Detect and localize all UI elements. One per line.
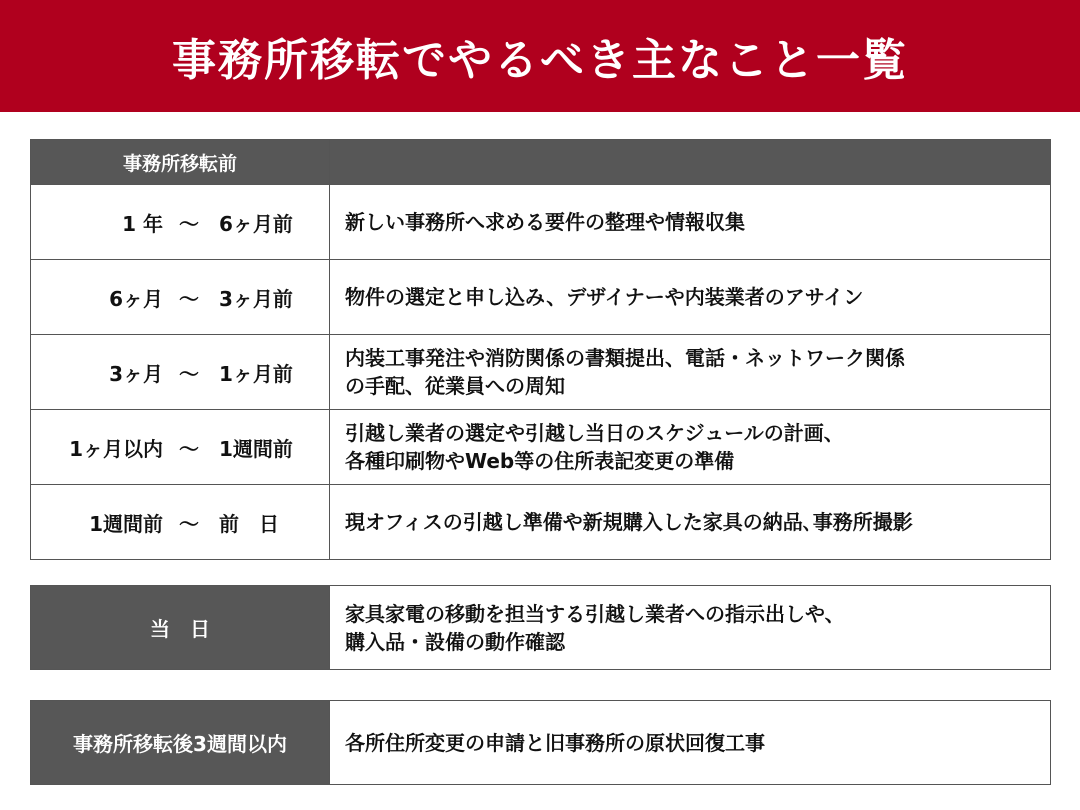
period-from: 1 年	[122, 211, 163, 236]
tilde-separator: ～	[179, 511, 199, 536]
header-blank-cell	[330, 140, 1051, 185]
title-banner	[0, 0, 1080, 112]
task-cell: 新しい事務所へ求める要件の整理や情報収集	[330, 185, 1051, 260]
table-row	[31, 410, 1051, 485]
period-to: 6ヶ月前	[219, 211, 293, 236]
moving-day-label: 当 日	[31, 586, 330, 670]
tilde-separator: ～	[179, 436, 199, 461]
tilde-separator: ～	[179, 361, 199, 386]
period-from: 1週間前	[89, 511, 163, 536]
after-move-table	[30, 700, 1051, 785]
period-to: 前 日	[219, 511, 279, 536]
period-cell	[31, 335, 330, 410]
period-to: 1週間前	[219, 436, 293, 461]
task-cell: 現オフィスの引越し準備や新規購入した家具の納品､事務所撮影	[330, 485, 1051, 560]
period-cell	[31, 260, 330, 335]
task-cell: 内装工事発注や消防関係の書類提出、電話・ネットワーク関係 の手配、従業員への周知	[330, 335, 1051, 410]
period-to: 1ヶ月前	[219, 361, 293, 386]
period-cell	[31, 410, 330, 485]
table-row	[31, 260, 1051, 335]
period-to: 3ヶ月前	[219, 286, 293, 311]
task-cell: 物件の選定と申し込み、デザイナーや内装業者のアサイン	[330, 260, 1051, 335]
page-title: 事務所移転でやるべき主なこと一覧	[172, 35, 908, 86]
tilde-separator: ～	[179, 211, 199, 236]
period-from: 1ヶ月以内	[69, 436, 163, 461]
tilde-separator: ～	[179, 286, 199, 311]
before-move-table	[30, 139, 1051, 560]
period-from: 3ヶ月	[109, 361, 163, 386]
after-move-label: 事務所移転後3週間以内	[31, 701, 330, 785]
period-from: 6ヶ月	[109, 286, 163, 311]
before-move-header: 事務所移転前	[31, 140, 330, 185]
table-row	[31, 335, 1051, 410]
period-cell	[31, 185, 330, 260]
table-row	[31, 485, 1051, 560]
table-row	[31, 586, 1051, 670]
table-row	[31, 185, 1051, 260]
table-header-row	[31, 140, 1051, 185]
task-cell: 引越し業者の選定や引越し当日のスケジュールの計画、 各種印刷物やWeb等の住所表記変更の準備	[330, 410, 1051, 485]
task-cell: 各所住所変更の申請と旧事務所の原状回復工事	[330, 701, 1051, 785]
period-cell	[31, 485, 330, 560]
task-cell: 家具家電の移動を担当する引越し業者への指示出しや、 購入品・設備の動作確認	[330, 586, 1051, 670]
moving-day-table	[30, 585, 1051, 670]
table-row	[31, 701, 1051, 785]
